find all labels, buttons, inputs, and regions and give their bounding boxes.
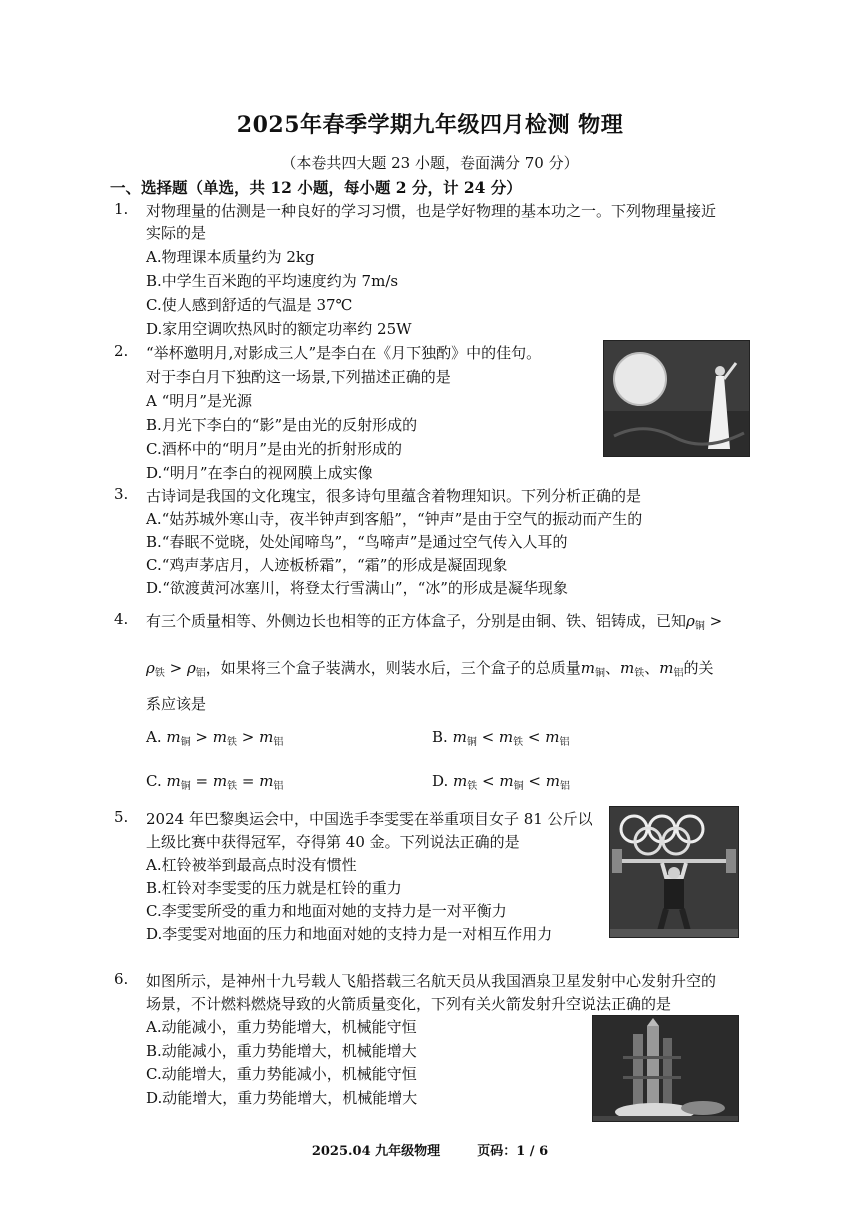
option-d: D.“欲渡黄河冰塞川，将登太行雪满山”，“冰”的形成是凝华现象 bbox=[146, 579, 568, 597]
eq-sign: = bbox=[237, 772, 260, 790]
option-a: A.“姑苏城外寒山寺，夜半钟声到客船”，“钟声”是由于空气的振动而产生的 bbox=[146, 510, 643, 528]
stem-text: ，如果将三个盒子装满水，则装水后，三个盒子的总质量 bbox=[205, 659, 581, 677]
question-stem: 上级比赛中获得冠军，夺得第 40 金。下列说法正确的是 bbox=[146, 833, 520, 851]
option-c: C.动能增大，重力势能减小，机械能守恒 bbox=[146, 1065, 417, 1083]
option-a: A.动能减小，重力势能增大，机械能守恒 bbox=[146, 1018, 417, 1036]
option-label: B. bbox=[432, 728, 448, 746]
copper-subscript: 铜 bbox=[180, 737, 191, 748]
eq-sign: = bbox=[190, 772, 213, 790]
m-symbol: m bbox=[259, 728, 274, 746]
m-symbol: m bbox=[166, 772, 181, 790]
m-symbol: m bbox=[453, 772, 468, 790]
option-d bbox=[432, 772, 570, 792]
page-footer bbox=[0, 1140, 860, 1159]
option-d: D.动能增大，重力势能增大，机械能增大 bbox=[146, 1089, 418, 1107]
iron-subscript: 铁 bbox=[226, 737, 237, 748]
option-c: C.“鸡声茅店月，人迹板桥霜”，“霜”的形成是凝固现象 bbox=[146, 556, 508, 574]
aluminum-subscript: 铝 bbox=[273, 781, 284, 792]
question-stem bbox=[146, 657, 714, 679]
question-stem: 如图所示，是神州十九号载人飞船搭载三名航天员从我国酒泉卫星发射中心发射升空的 bbox=[146, 972, 717, 990]
m-symbol: m bbox=[212, 728, 227, 746]
option-c: C.酒杯中的“明月”是由光的折射形成的 bbox=[146, 440, 403, 458]
option-b: B.动能减小，重力势能增大，机械能增大 bbox=[146, 1042, 417, 1060]
m-symbol: m bbox=[545, 772, 560, 790]
option-d: D.“明月”在李白的视网膜上成实像 bbox=[146, 464, 373, 482]
m-symbol: m bbox=[580, 659, 596, 677]
option-b: B.杠铃对李雯雯的压力就是杠铃的重力 bbox=[146, 879, 402, 897]
question-number: 3. bbox=[114, 485, 129, 503]
option-d: D.家用空调吹热风时的额定功率约 25W bbox=[146, 320, 412, 338]
question-stem: 古诗词是我国的文化瑰宝，很多诗句里蕴含着物理知识。下列分析正确的是 bbox=[146, 487, 642, 505]
option-a bbox=[146, 728, 283, 748]
m-symbol: m bbox=[259, 772, 274, 790]
question-stem: 对物理量的估测是一种良好的学习习惯，也是学好物理的基本功之一。下列物理量接近 bbox=[146, 202, 717, 220]
question-number: 1. bbox=[114, 200, 129, 218]
question-stem: 对于李白月下独酌这一场景,下列描述正确的是 bbox=[146, 368, 451, 386]
copper-subscript: 铜 bbox=[513, 781, 524, 792]
rho-symbol: ρ bbox=[146, 659, 155, 677]
stem-text: 的关 bbox=[683, 659, 714, 677]
gt-sign: > bbox=[190, 728, 213, 746]
option-c: C.李雯雯所受的重力和地面对她的支持力是一对平衡力 bbox=[146, 902, 507, 920]
gt-sign: > bbox=[704, 612, 723, 630]
exam-subtitle: （本卷共四大题 23 小题，卷面满分 70 分） bbox=[281, 154, 579, 172]
question-number: 6. bbox=[114, 970, 129, 988]
aluminum-subscript: 铝 bbox=[195, 668, 206, 679]
option-b bbox=[432, 728, 570, 748]
option-c: C.使人感到舒适的气温是 37℃ bbox=[146, 296, 353, 314]
question-stem: 系应该是 bbox=[146, 695, 207, 713]
iron-subscript: 铁 bbox=[513, 737, 524, 748]
question-stem: “举杯邀明月,对影成三人”是李白在《月下独酌》中的佳句。 bbox=[146, 344, 542, 362]
m-symbol: m bbox=[499, 772, 514, 790]
footer-course: 2025.04 九年级物理 bbox=[311, 1144, 441, 1159]
rho-symbol: ρ bbox=[186, 659, 196, 677]
m-symbol: m bbox=[212, 772, 228, 790]
question-number: 4. bbox=[114, 610, 129, 628]
lt-sign: < bbox=[523, 728, 546, 746]
option-b: B.中学生百米跑的平均速度约为 7m/s bbox=[146, 272, 399, 290]
rho-symbol: ρ bbox=[686, 612, 695, 630]
option-label: D. bbox=[432, 772, 449, 790]
option-a: A.物理课本质量约为 2kg bbox=[146, 248, 315, 266]
m-symbol: m bbox=[166, 728, 181, 746]
option-label: A. bbox=[146, 728, 162, 746]
option-d: D.李雯雯对地面的压力和地面对她的支持力是一对相互作用力 bbox=[146, 925, 553, 943]
aluminum-subscript: 铝 bbox=[559, 737, 570, 748]
m-symbol: m bbox=[452, 728, 467, 746]
lt-sign: < bbox=[476, 728, 499, 746]
lt-sign: < bbox=[523, 772, 546, 790]
option-c bbox=[146, 772, 283, 792]
m-symbol: m bbox=[498, 728, 514, 746]
iron-subscript: 铁 bbox=[634, 668, 645, 679]
copper-subscript: 铜 bbox=[180, 781, 191, 792]
option-b: B.月光下李白的“影”是由光的反射形成的 bbox=[146, 416, 418, 434]
option-label: C. bbox=[146, 772, 162, 790]
page-number: 页码：1 / 6 bbox=[477, 1144, 549, 1159]
section-heading: 一、选择题（单选，共 12 小题，每小题 2 分，计 24 分） bbox=[110, 178, 522, 197]
copper-subscript: 铜 bbox=[694, 621, 705, 632]
option-a: A.杠铃被举到最高点时没有惯性 bbox=[146, 856, 357, 874]
page-title: 2025年春季学期九年级四月检测 物理 bbox=[236, 112, 624, 138]
copper-subscript: 铜 bbox=[595, 668, 606, 679]
m-symbol: m bbox=[659, 659, 674, 677]
aluminum-subscript: 铝 bbox=[673, 668, 684, 679]
separator: 、 bbox=[605, 659, 621, 677]
aluminum-subscript: 铝 bbox=[559, 781, 570, 792]
gt-sign: > bbox=[236, 728, 260, 746]
gt-sign: > bbox=[164, 659, 187, 677]
question-stem: 实际的是 bbox=[146, 224, 207, 242]
stem-text: 有三个质量相等、外侧边长也相等的正方体盒子，分别是由铜、铁、铝铸成，已知 bbox=[146, 612, 687, 630]
option-b: B.“春眠不觉晓，处处闻啼鸟”，“鸟啼声”是通过空气传入人耳的 bbox=[146, 533, 568, 551]
separator: 、 bbox=[644, 659, 660, 677]
question-stem: 场景，不计燃料燃烧导致的火箭质量变化，下列有关火箭发射升空说法正确的是 bbox=[146, 995, 672, 1013]
question-number: 2. bbox=[114, 342, 129, 360]
question-stem bbox=[146, 610, 722, 632]
m-symbol: m bbox=[545, 728, 560, 746]
weightlifting-photo bbox=[609, 806, 739, 938]
iron-subscript: 铁 bbox=[467, 781, 478, 792]
lt-sign: < bbox=[477, 772, 500, 790]
copper-subscript: 铜 bbox=[466, 737, 477, 748]
iron-subscript: 铁 bbox=[154, 668, 165, 679]
iron-subscript: 铁 bbox=[227, 781, 238, 792]
aluminum-subscript: 铝 bbox=[273, 737, 284, 748]
question-number: 5. bbox=[114, 808, 129, 826]
option-a: A “明月”是光源 bbox=[146, 392, 252, 410]
m-symbol: m bbox=[620, 659, 635, 677]
rocket-launch-photo bbox=[592, 1015, 739, 1122]
question-stem: 2024 年巴黎奥运会中，中国选手李雯雯在举重项目女子 81 公斤以 bbox=[146, 810, 593, 828]
moon-scene-photo bbox=[603, 340, 750, 457]
